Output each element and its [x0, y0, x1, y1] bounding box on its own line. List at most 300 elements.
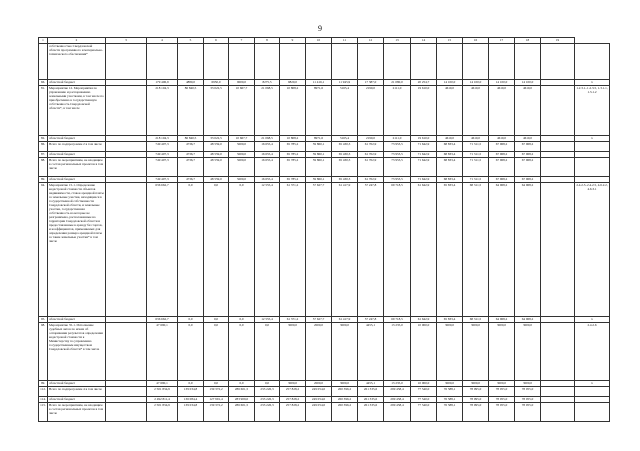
value-cell: 73 953,5 — [384, 152, 411, 158]
column-number: 11 — [332, 38, 358, 44]
value-cell — [541, 403, 575, 422]
target-ref: x — [575, 136, 610, 142]
value-cell: 65 785,2 — [280, 142, 306, 152]
value-cell: 13 235,0 — [384, 323, 411, 381]
value-cell: 0,0 — [178, 183, 204, 317]
column-number: 16 — [463, 38, 489, 44]
value-cell: 127 991,4 — [204, 397, 229, 403]
row-name: Всего по подпрограмме 2 в том числе — [48, 142, 106, 152]
value-cell: 71 311,5 — [463, 177, 489, 183]
value-cell: 33 022,5 — [204, 136, 229, 142]
column-number: 1 — [39, 38, 48, 44]
value-cell: 299 458,4 — [384, 403, 411, 422]
value-cell: 77 540,0 — [411, 403, 437, 422]
value-cell: 65 785,2 — [280, 158, 306, 177]
value-cell: 48 559,0 — [204, 142, 229, 152]
value-cell: 21 068,5 — [255, 136, 280, 142]
value-cell: 4880,0 — [178, 80, 204, 86]
value-cell: 78 095,0 — [463, 387, 489, 397]
value-cell — [541, 86, 575, 136]
value-cell: 261 335,6 — [358, 387, 384, 397]
value-cell: 5165,4 — [332, 136, 358, 142]
value-cell: 2190,0 — [358, 86, 384, 136]
value-cell: 0,0 — [178, 323, 204, 381]
table-row — [39, 142, 610, 152]
value-cell: 2000,0 — [306, 381, 332, 387]
value-cell: 3000,0 — [515, 381, 541, 387]
value-cell: 16 655,4 — [255, 152, 280, 158]
value-cell: 749 407,3 — [147, 152, 178, 158]
value-cell: 4610,0 — [463, 86, 489, 136]
value-cell: 67 968,2 — [515, 158, 541, 177]
value-cell: 65 430,3 — [332, 142, 358, 152]
column-number: 13 — [384, 38, 411, 44]
column-number: 4 — [147, 38, 178, 44]
value-cell: 286 601,5 — [229, 403, 255, 422]
value-cell: 71 311,5 — [463, 158, 489, 177]
value-cell: 76 588,1 — [437, 387, 463, 397]
column-number: 14 — [411, 38, 437, 44]
value-cell: 67 968,2 — [489, 177, 515, 183]
value-cell: 261 335,6 — [358, 397, 384, 403]
column-number: 5 — [178, 38, 204, 44]
value-cell — [147, 44, 178, 80]
value-cell: 67 968,2 — [489, 142, 515, 152]
target-ref — [575, 142, 610, 152]
value-cell: 2 501 834,9 — [147, 387, 178, 397]
value-cell: 69 718,5 — [384, 183, 411, 317]
value-cell: 299 458,4 — [384, 387, 411, 397]
value-cell — [541, 387, 575, 397]
value-cell: 59 860,1 — [306, 177, 332, 183]
value-cell: 0,0 — [178, 317, 204, 323]
value-cell: 4610,0 — [437, 86, 463, 136]
row-name: Всего по мероприятиям, не входящим в состав региональных проектов в том числе — [48, 158, 106, 177]
value-cell: 233 226,3 — [255, 397, 280, 403]
value-cell: 2190,0 — [358, 136, 384, 142]
value-cell: 73 953,5 — [384, 177, 411, 183]
value-cell: 78 055,0 — [489, 387, 515, 397]
value-cell: 14 100,0 — [437, 80, 463, 86]
value-cell: 61 702,9 — [358, 177, 384, 183]
value-cell: 9000,0 — [229, 80, 255, 86]
value-cell — [204, 44, 229, 80]
executor-cell — [106, 183, 147, 317]
value-cell: 0,0 — [204, 317, 229, 323]
value-cell: 233 226,3 — [255, 387, 280, 397]
value-cell: 78 055,0 — [515, 403, 541, 422]
row-name: областной бюджет — [48, 397, 106, 403]
value-cell: 0,0 — [229, 323, 255, 381]
value-cell: 48 559,0 — [204, 177, 229, 183]
value-cell: 5000,0 — [229, 177, 255, 183]
value-cell — [255, 44, 280, 80]
executor-cell — [106, 44, 147, 80]
value-cell: 76 588,1 — [437, 403, 463, 422]
value-cell: 61 702,9 — [358, 142, 384, 152]
value-cell: 65 785,2 — [280, 177, 306, 183]
table-row — [39, 86, 610, 136]
value-cell: 4610,0 — [515, 86, 541, 136]
value-cell: 179 406,9 — [147, 80, 178, 86]
column-number: 19 — [541, 38, 575, 44]
target-ref: 1.2.3.1–1.2.3.5, 1.3.1.1, 1.3.1.2 — [575, 86, 610, 136]
value-cell: 16 655,4 — [255, 142, 280, 152]
value-cell: 11 945,9 — [332, 80, 358, 86]
value-cell: 57 247,8 — [358, 183, 384, 317]
row-number: 98. — [39, 323, 48, 381]
row-number: 66. — [39, 80, 48, 86]
value-cell: 261 335,6 — [358, 403, 384, 422]
value-cell: 5000,0 — [229, 142, 255, 152]
value-cell: 65 833,4 — [437, 183, 463, 317]
target-ref: 2.4.2.6 — [575, 323, 610, 381]
value-cell: 33 022,5 — [204, 86, 229, 136]
value-cell: 57 247,8 — [358, 317, 384, 323]
value-cell: 68 833,4 — [437, 142, 463, 152]
row-number: 86. — [39, 142, 48, 152]
value-cell: 233 226,3 — [255, 403, 280, 422]
value-cell: 4610,0 — [489, 136, 515, 142]
value-cell: 4610,0 — [515, 136, 541, 142]
row-number: 82. — [39, 136, 48, 142]
target-ref: 2.4.2.3–2.4.2.5, 4.6.2.2, 4.6.3.1 — [575, 183, 610, 317]
value-cell: 139 034,8 — [178, 403, 204, 422]
row-number: 114. — [40, 397, 46, 401]
column-number: 17 — [489, 38, 515, 44]
executor-cell — [106, 86, 147, 136]
row-number: 99. — [39, 381, 48, 387]
column-number: 8 — [255, 38, 280, 44]
value-cell: 68 311,5 — [463, 183, 489, 317]
value-cell — [384, 44, 411, 80]
value-cell: 71 642,9 — [411, 177, 437, 183]
value-cell: 57 627,7 — [306, 183, 332, 317]
value-cell: 3000,0 — [437, 323, 463, 381]
page-number: 9 — [318, 24, 322, 33]
column-number: 3 — [106, 38, 147, 44]
value-cell: 139 034,8 — [178, 387, 204, 397]
value-cell: 3000,0 — [437, 381, 463, 387]
executor-cell — [106, 323, 147, 381]
value-cell: 61 417,9 — [332, 183, 358, 317]
target-ref: x — [575, 80, 610, 86]
value-cell: 48 559,0 — [204, 158, 229, 177]
value-cell: 5000,0 — [229, 158, 255, 177]
value-cell: 2111,0 — [384, 86, 411, 136]
value-cell: 59 860,1 — [306, 142, 332, 152]
budget-table — [38, 37, 610, 422]
column-number: 2 — [48, 38, 106, 44]
column-number: 12 — [358, 38, 384, 44]
value-cell: 57 627,7 — [306, 317, 332, 323]
value-cell: 4610,0 — [437, 136, 463, 142]
row-number: 88. — [39, 158, 48, 177]
value-cell: 11 416,1 — [306, 80, 332, 86]
value-cell: 67 968,2 — [489, 152, 515, 158]
value-cell: 12 555,4 — [255, 317, 280, 323]
value-cell: 4736,7 — [178, 152, 204, 158]
row-number: 81. — [39, 86, 48, 136]
target-ref — [575, 403, 610, 422]
value-cell: 65 430,3 — [332, 158, 358, 177]
value-cell: 257 828,2 — [280, 397, 306, 403]
value-cell: 78 095,0 — [463, 397, 489, 403]
row-name: областной бюджет — [48, 136, 106, 142]
value-cell: 5165,4 — [332, 86, 358, 136]
value-cell: 299 458,4 — [384, 397, 411, 403]
value-cell — [332, 44, 358, 80]
value-cell: 3000,0 — [463, 381, 489, 387]
value-cell: 78 055,0 — [515, 397, 541, 403]
value-cell: 13 235,0 — [384, 381, 411, 387]
row-name: Всего по подпрограмме 4 в том числе — [48, 387, 106, 397]
value-cell — [437, 44, 463, 80]
value-cell: 68 833,4 — [437, 177, 463, 183]
value-cell: 61 371,2 — [280, 183, 306, 317]
value-cell — [541, 323, 575, 381]
value-cell: 71 311,5 — [463, 142, 489, 152]
value-cell: 10 667,7 — [229, 136, 255, 142]
value-cell — [541, 142, 575, 152]
value-cell: 636 662,7 — [147, 183, 178, 317]
value-cell: 69 718,5 — [384, 317, 411, 323]
row-name: областной бюджет — [48, 177, 106, 183]
value-cell: 0,0 — [255, 381, 280, 387]
value-cell: 0,0 — [204, 381, 229, 387]
table-row — [39, 403, 610, 422]
value-cell: 14 100,0 — [515, 80, 541, 86]
value-cell — [358, 44, 384, 80]
value-cell: 0,0 — [255, 323, 280, 381]
value-cell: 283 909,0 — [229, 397, 255, 403]
value-cell: 0,0 — [204, 323, 229, 381]
value-cell: 86 840,5 — [178, 136, 204, 142]
row-number: 95. — [39, 317, 48, 323]
value-cell: 86 840,5 — [178, 86, 204, 136]
table-row — [39, 158, 610, 177]
value-cell: 67 968,2 — [515, 177, 541, 183]
value-cell: 636 662,7 — [147, 317, 178, 323]
row-name: областной бюджет — [48, 381, 106, 387]
value-cell — [463, 44, 489, 80]
value-cell: 16 655,4 — [255, 177, 280, 183]
value-cell: 3000,0 — [463, 323, 489, 381]
row-number: 87. — [39, 152, 48, 158]
value-cell: 218 104,3 — [147, 136, 178, 142]
executor-cell — [106, 403, 147, 422]
value-cell — [515, 44, 541, 80]
value-cell: 3000,0 — [332, 323, 358, 381]
value-cell: 73 953,5 — [384, 142, 411, 152]
executor-cell — [106, 158, 147, 177]
table-row — [39, 44, 610, 80]
value-cell: 14 100,0 — [489, 80, 515, 86]
value-cell: 59 860,1 — [306, 152, 332, 158]
value-cell: 47 690,1 — [147, 323, 178, 381]
value-cell: 749 407,3 — [147, 158, 178, 177]
value-cell: 16 655,4 — [255, 158, 280, 177]
value-cell: 64 968,2 — [489, 183, 515, 317]
row-name: собственностью Свердловской области программного и материально-технического обеспечения* — [48, 44, 106, 80]
value-cell: 249 054,0 — [306, 397, 332, 403]
value-cell — [541, 44, 575, 80]
value-cell: 260 396,2 — [332, 397, 358, 403]
value-cell: 3000,0 — [489, 323, 515, 381]
value-cell: 77 540,0 — [411, 387, 437, 397]
value-cell: 4610,0 — [489, 86, 515, 136]
value-cell: 64 968,2 — [515, 317, 541, 323]
value-cell: 4736,7 — [178, 142, 204, 152]
value-cell: 4610,0 — [463, 136, 489, 142]
value-cell: 4736,7 — [178, 158, 204, 177]
value-cell: 749 407,3 — [147, 177, 178, 183]
value-cell: 286 601,5 — [229, 387, 255, 397]
value-cell: 218 104,3 — [147, 86, 178, 136]
table-row — [39, 183, 610, 317]
value-cell: 2111,0 — [384, 136, 411, 142]
value-cell: 19 610,0 — [411, 136, 437, 142]
value-cell: 71 642,9 — [411, 152, 437, 158]
row-name: областной бюджет — [48, 317, 106, 323]
value-cell: 10 000,0 — [411, 323, 437, 381]
value-cell: 139 372,2 — [204, 387, 229, 397]
value-cell: 20 254,7 — [411, 80, 437, 86]
table-row — [39, 387, 610, 397]
value-cell: 2000,0 — [306, 323, 332, 381]
value-cell: 10 808,2 — [280, 136, 306, 142]
value-cell: 21 080,0 — [384, 80, 411, 86]
value-cell: 67 968,2 — [515, 142, 541, 152]
row-number: 115. — [39, 403, 48, 422]
value-cell: 0,0 — [229, 317, 255, 323]
target-ref — [575, 158, 610, 177]
value-cell: 136 084,4 — [178, 397, 204, 403]
value-cell: 8971,6 — [306, 136, 332, 142]
column-number: 6 — [204, 38, 229, 44]
column-number: 18 — [515, 38, 541, 44]
value-cell — [280, 44, 306, 80]
value-cell: 68 833,4 — [437, 152, 463, 158]
row-number: 89. — [39, 177, 48, 183]
value-cell: 65 430,3 — [332, 152, 358, 158]
value-cell: 59 860,1 — [306, 158, 332, 177]
target-ref — [575, 387, 610, 397]
value-cell: 0,0 — [204, 183, 229, 317]
value-cell: 68 833,4 — [437, 158, 463, 177]
target-ref — [575, 44, 610, 80]
target-ref: x — [575, 381, 610, 387]
value-cell: 260 396,2 — [332, 387, 358, 397]
value-cell: 19 610,0 — [411, 86, 437, 136]
value-cell: 77 540,0 — [411, 397, 437, 403]
value-cell: 61 642,9 — [411, 183, 437, 317]
value-cell: 78 055,0 — [515, 387, 541, 397]
executor-cell — [106, 142, 147, 152]
value-cell: 0,0 — [178, 381, 204, 387]
value-cell: 68 311,5 — [463, 317, 489, 323]
row-number — [39, 44, 48, 80]
value-cell: 0,0 — [229, 381, 255, 387]
value-cell: 17 387,0 — [358, 80, 384, 86]
value-cell: 257 828,2 — [280, 387, 306, 397]
value-cell: 78 055,0 — [489, 397, 515, 403]
column-number: 7 — [229, 38, 255, 44]
value-cell — [489, 44, 515, 80]
value-cell: 61 702,9 — [358, 158, 384, 177]
value-cell — [178, 44, 204, 80]
row-name: Мероприятие 15-1. Определение кадастровой стоимости объектов недвижимости, ставок арендной платы за земельные участки, находящиеся в государственной собственности Свердловской области, и земельные участки, государственная собственность на которые не разграничена, расположенные на территории Свердловской области и предоставленные в аренду без торгов, и коэффициентов, применяемых для определения размера арендной платы за такие земельные участки* в том числе — [48, 183, 106, 317]
value-cell: 257 828,2 — [280, 403, 306, 422]
value-cell: 64 968,2 — [515, 183, 541, 317]
value-cell: 61 371,2 — [280, 317, 306, 323]
target-ref: x — [575, 317, 610, 323]
value-cell: 76 588,1 — [437, 397, 463, 403]
value-cell: 21 068,5 — [255, 86, 280, 136]
value-cell: 4736,7 — [178, 177, 204, 183]
row-name: областной бюджет — [48, 152, 106, 158]
value-cell: 10 667,7 — [229, 86, 255, 136]
value-cell — [306, 44, 332, 80]
value-cell: 71 642,9 — [411, 142, 437, 152]
value-cell: 14 100,0 — [463, 80, 489, 86]
executor-cell — [106, 387, 147, 397]
row-name: областной бюджет — [48, 80, 106, 86]
value-cell: 10 000,0 — [411, 381, 437, 387]
value-cell: 47 690,1 — [147, 381, 178, 387]
value-cell: 4455,1 — [358, 381, 384, 387]
row-name: Мероприятие 12. Мероприятия по управлению и распоряжению земельными участками, в том числе по приобретению в государственную собственность Свердловской области*, в том числе — [48, 86, 106, 136]
value-cell: 2 492 811,4 — [147, 397, 178, 403]
value-cell: 4455,1 — [358, 323, 384, 381]
value-cell: 8275,5 — [255, 80, 280, 86]
value-cell: 65 833,4 — [437, 317, 463, 323]
value-cell: 139 372,2 — [204, 403, 229, 422]
value-cell: 78 055,0 — [489, 403, 515, 422]
value-cell: 12 555,4 — [255, 183, 280, 317]
value-cell — [541, 158, 575, 177]
value-cell: 2 501 834,9 — [147, 403, 178, 422]
value-cell: 5000,0 — [229, 152, 255, 158]
value-cell: 67 968,2 — [515, 152, 541, 158]
value-cell: 65 785,2 — [280, 152, 306, 158]
value-cell: 6950,0 — [204, 80, 229, 86]
column-number: 15 — [437, 38, 463, 44]
value-cell: 67 968,2 — [489, 158, 515, 177]
value-cell: 3000,0 — [515, 323, 541, 381]
value-cell: 8971,6 — [306, 86, 332, 136]
value-cell: 78 095,0 — [463, 403, 489, 422]
value-cell: 260 396,2 — [332, 403, 358, 422]
value-cell: 65 430,3 — [332, 177, 358, 183]
value-cell: 61 642,9 — [411, 317, 437, 323]
column-number: 10 — [306, 38, 332, 44]
value-cell: 9820,0 — [280, 80, 306, 86]
column-number: 9 — [280, 38, 306, 44]
row-number: 94. — [39, 183, 48, 317]
value-cell: 48 559,0 — [204, 152, 229, 158]
row-name: Всего по мероприятиям, не входящим в состав региональных проектов в том числе — [48, 403, 106, 422]
value-cell: 61 417,9 — [332, 317, 358, 323]
value-cell — [411, 44, 437, 80]
value-cell: 71 311,5 — [463, 152, 489, 158]
value-cell — [229, 44, 255, 80]
value-cell: 71 642,9 — [411, 158, 437, 177]
value-cell: 3000,0 — [280, 381, 306, 387]
value-cell: 73 953,5 — [384, 158, 411, 177]
row-number: 112. — [39, 387, 48, 397]
value-cell: 3000,0 — [332, 381, 358, 387]
